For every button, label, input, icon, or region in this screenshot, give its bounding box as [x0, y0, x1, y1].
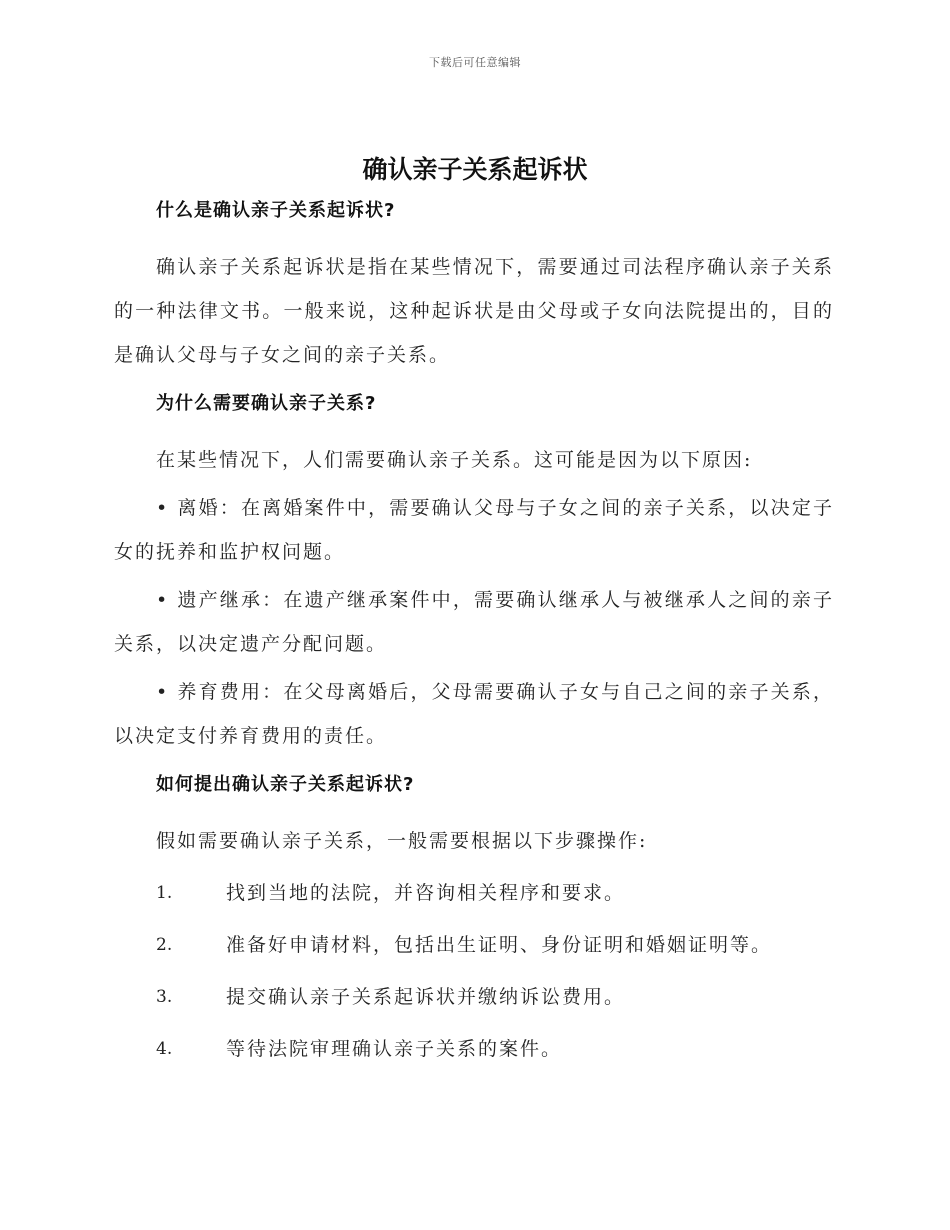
section-paragraph-why: 在某些情况下，人们需要确认亲子关系。这可能是因为以下原因:: [156, 449, 753, 471]
step-item: [114, 919, 834, 971]
section-heading-how: 如何提出确认亲子关系起诉状?: [156, 774, 415, 795]
steps-list: [114, 867, 834, 1075]
page-header-note: 下载后可任意编辑: [429, 56, 521, 69]
step-number: 2.: [156, 935, 173, 955]
step-text: 准备好申请材料，包括出生证明、身份证明和婚姻证明等。: [226, 934, 773, 956]
step-text: 找到当地的法院，并咨询相关程序和要求。: [226, 882, 626, 904]
section-paragraph-what: 确认亲子关系起诉状是指在某些情况下，需要通过司法程序确认亲子关系的一种法律文书。一般来说，这种起诉状是由父母或子女向法院提出的，目的是确认父母与子女之间的亲子关系。: [114, 256, 834, 366]
bullet-item-support-costs: • 养育费用：在父母离婚后，父母需要确认子女与自己之间的亲子关系，以决定支付养育费用的责任。: [114, 681, 834, 747]
document-body: [114, 196, 834, 1075]
step-text: 等待法院审理确认亲子关系的案件。: [226, 1038, 563, 1060]
step-item: [114, 1023, 834, 1075]
bullet-item-divorce: • 离婚：在离婚案件中，需要确认父母与子女之间的亲子关系，以决定子女的抚养和监护权问题。: [114, 497, 834, 563]
bullet-item-inheritance: • 遗产继承：在遗产继承案件中，需要确认继承人与被继承人之间的亲子关系，以决定遗产分配问题。: [114, 589, 834, 655]
step-number: 1.: [156, 883, 173, 903]
document-title: 确认亲子关系起诉状: [362, 155, 588, 184]
section-heading-why: 为什么需要确认亲子关系?: [156, 393, 377, 414]
step-item: [114, 867, 834, 919]
step-number: 4.: [156, 1039, 173, 1059]
section-heading-what: 什么是确认亲子关系起诉状?: [156, 200, 396, 221]
step-item: [114, 971, 834, 1023]
section-paragraph-how: 假如需要确认亲子关系，一般需要根据以下步骤操作:: [156, 830, 648, 852]
step-text: 提交确认亲子关系起诉状并缴纳诉讼费用。: [226, 986, 626, 1008]
step-number: 3.: [156, 987, 173, 1007]
